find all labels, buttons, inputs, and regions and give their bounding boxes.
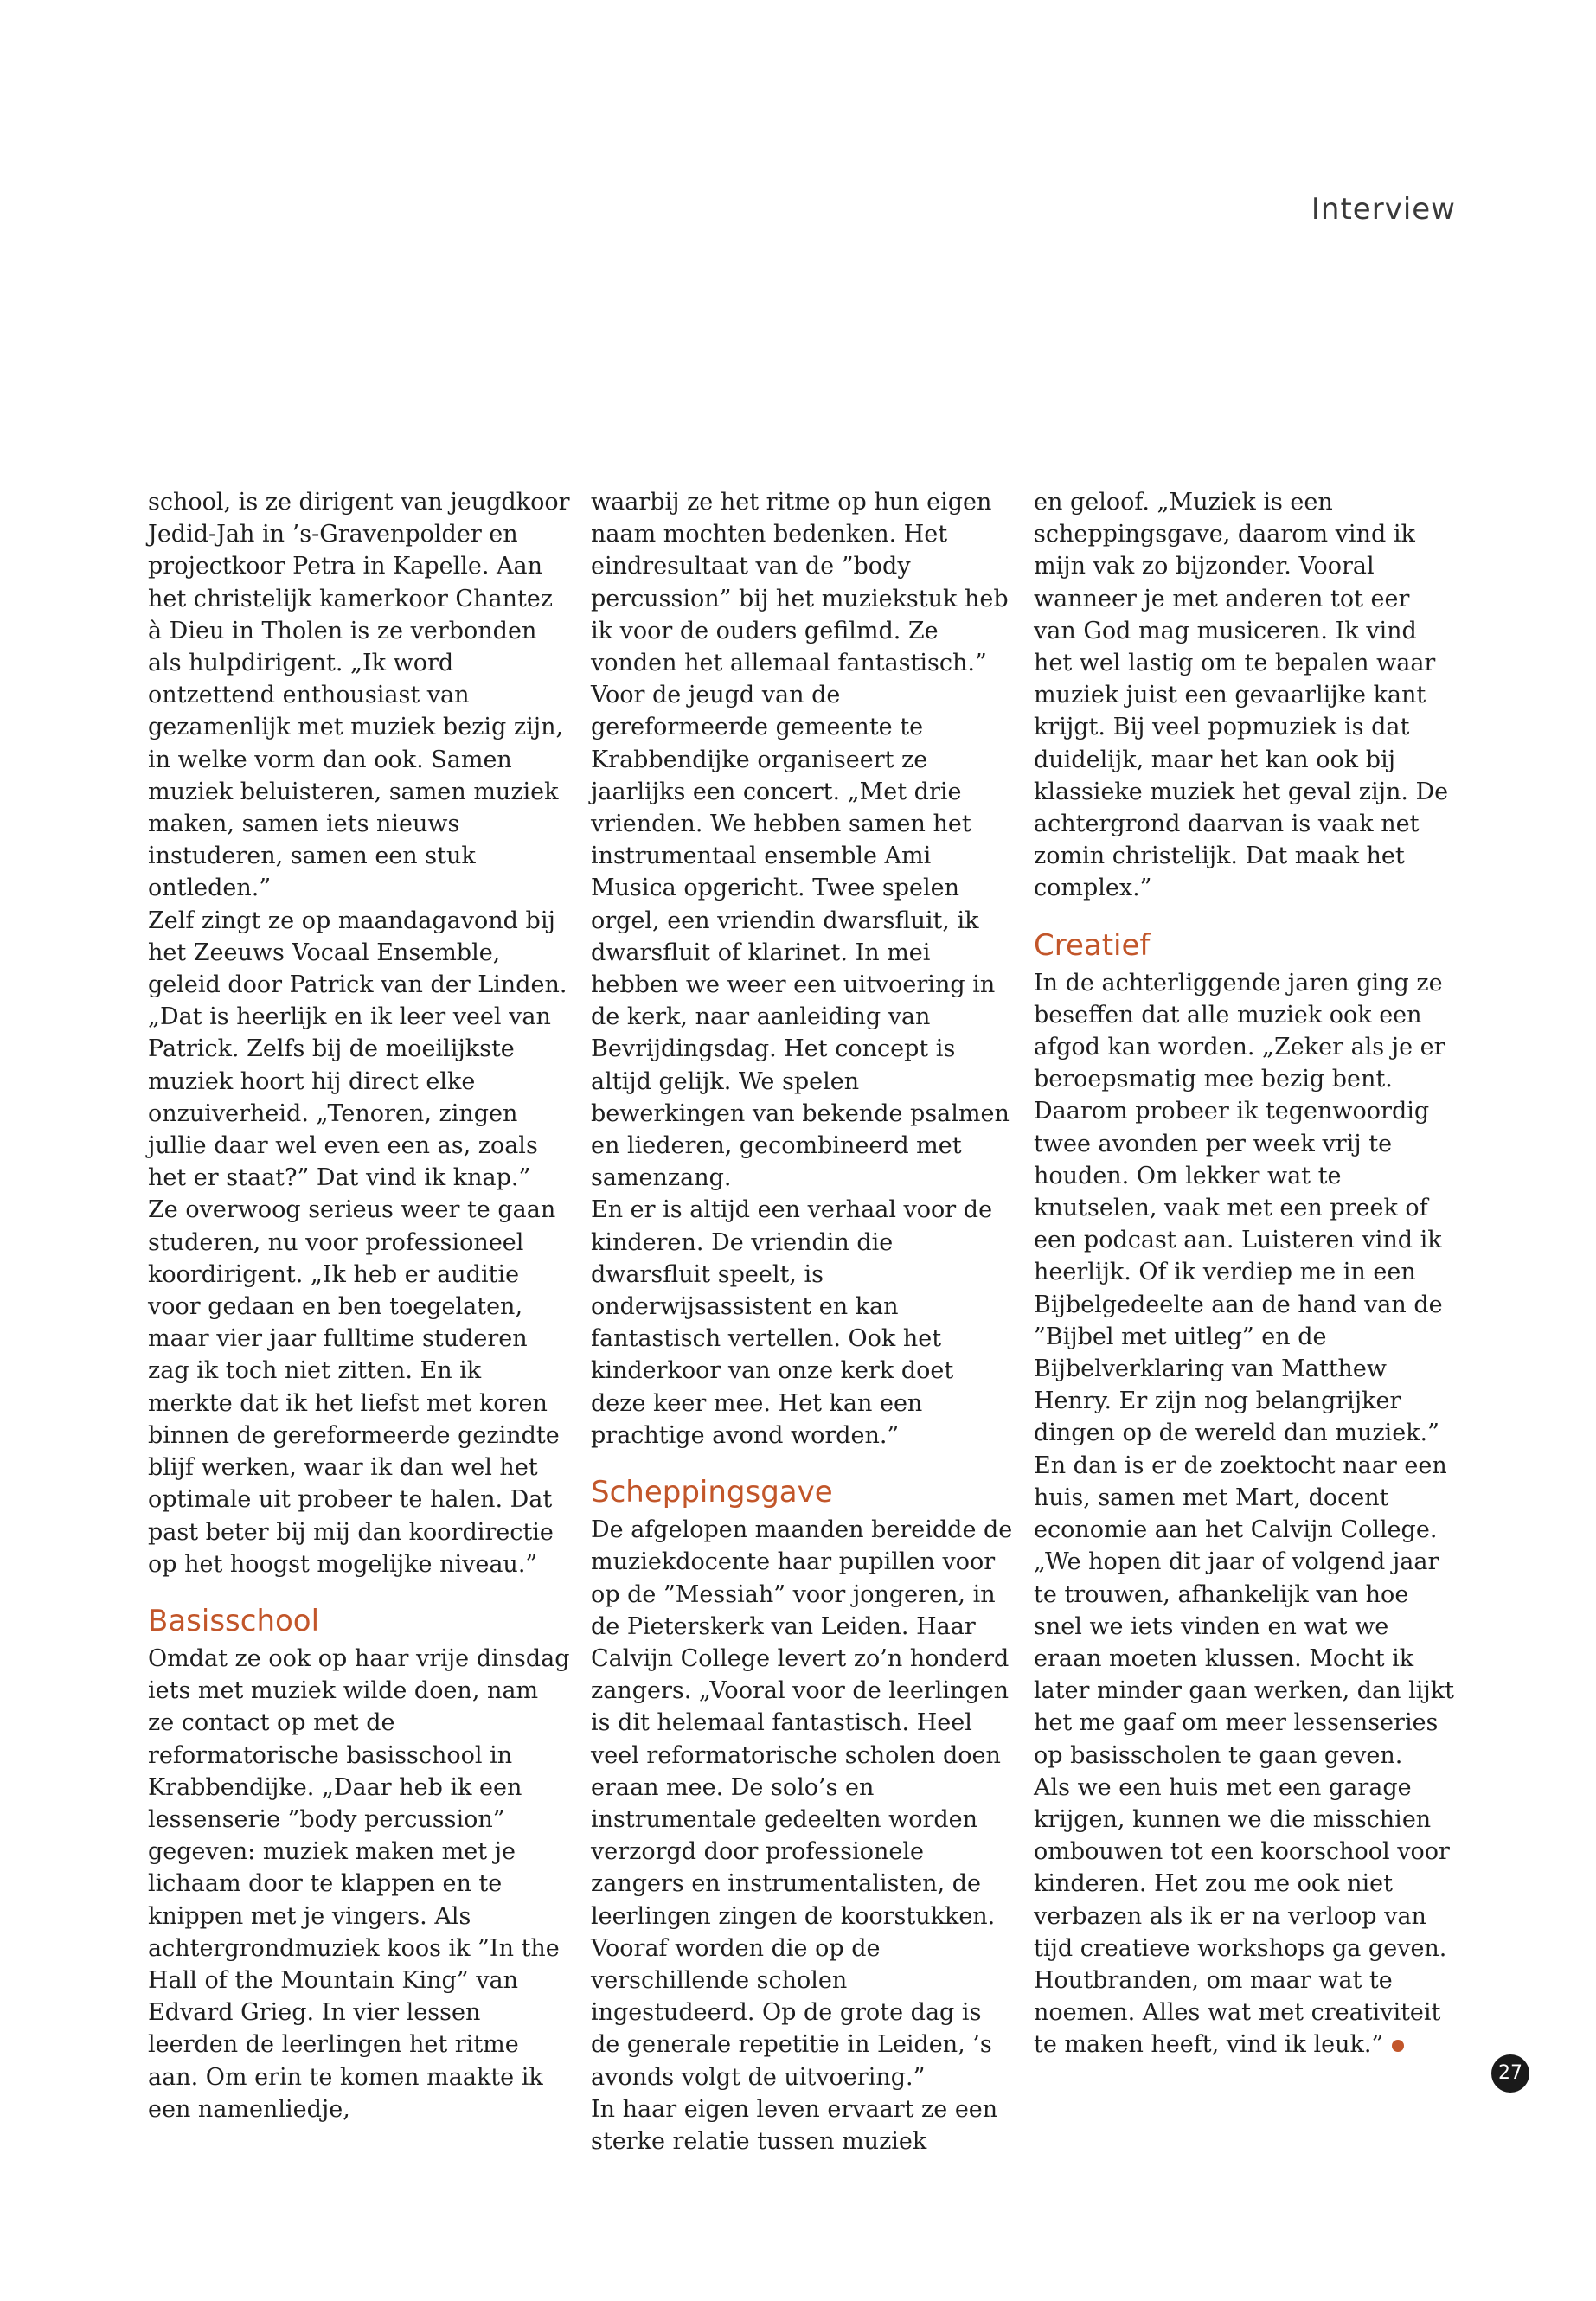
text-column-3 bbox=[1034, 486, 1456, 2061]
paragraph: waarbij ze het ritme op hun eigen naam mochten bedenken. Het eindresultaat van de ”body percussion” bij het muziekstuk heb ik voor de ouders gefilmd. Ze vonden het allemaal fantastisch.” bbox=[591, 489, 1009, 677]
end-mark-icon bbox=[1392, 2040, 1404, 2052]
subheading-creatief: Creatief bbox=[1034, 927, 1151, 963]
text-column-1 bbox=[148, 486, 570, 2125]
subheading-basisschool: Basisschool bbox=[148, 1603, 320, 1638]
paragraph: In de achterliggende jaren ging ze beseffen dat alle muziek ook een afgod kan worden. „Zeker als je er beroepsmatig mee bezig bent. Daarom probeer ik tegenwoordig twee avonden per week vrij te houden. Om lekker wat te knutselen, vaak met een preek of een podcast aan. Luisteren vind ik heerlijk. Of ik verdiep me in een Bijbelgedeelte aan de hand van de ”Bijbel met uitleg” en de Bijbelverklaring van Matthew Henry. Er zijn nog belangrijker dingen op de wereld dan muziek.” bbox=[1034, 969, 1445, 1447]
paragraph: Omdat ze ook op haar vrije dinsdag iets met muziek wilde doen, nam ze contact op met de reformatorische basisschool in Krabbendijke. „Daar heb ik een lessenserie ”body percussion” gegeven: muziek maken met je lichaam door te klappen en te knippen met je vingers. Als achtergrondmuziek koos ik ”In the Hall of the Mountain King” van Edvard Grieg. In vier lessen leerden de leerlingen het ritme aan. Om erin te komen maakte ik een namenliedje, bbox=[148, 1644, 570, 2123]
paragraph: En er is altijd een verhaal voor de kinderen. De vriendin die dwarsfluit speelt, is onderwijsassistent en kan fantastisch vertellen. Ook het kinderkoor van onze kerk doet deze keer mee. Het kan een prachtige avond worden.” bbox=[591, 1196, 993, 1449]
paragraph-final bbox=[1034, 1772, 1456, 2061]
paragraph: De afgelopen maanden bereidde de muziekdocente haar pupillen voor op de ”Messiah” voor jongeren, in de Pieterskerk van Leiden. Haar Calvijn College levert zo’n honderd zangers. „Vooral voor de leerlingen is dit helemaal fantastisch. Heel veel reformatorische scholen doen eraan mee. De solo’s en instrumentale gedeelten worden verzorgd door professionele zangers en instrumentalisten, de leerlingen zingen de koorstukken. Vooraf worden die op de verschillende scholen ingestudeerd. Op de grote dag is de generale repetitie in Leiden, ’s avonds volgt de uitvoering.” bbox=[591, 1516, 1013, 2091]
text-column-2 bbox=[591, 486, 1013, 2157]
paragraph: Ze overwoog serieus weer te gaan studeren, nu voor professioneel koordirigent. „Ik heb er auditie voor gedaan en ben toegelaten, maar vier jaar fulltime studeren zag ik toch niet zitten. En ik merkte dat ik het liefst met koren binnen de gereformeerde gezindte blijf werken, waar ik dan wel het optimale uit probeer te halen. Dat past beter bij mij dan koordirectie op het hoogst mogelijke niveau.” bbox=[148, 1196, 560, 1578]
subheading-scheppingsgave: Scheppingsgave bbox=[591, 1475, 833, 1510]
paragraph: school, is ze dirigent van jeugdkoor Jedid-Jah in ’s-Gravenpolder en projectkoor Petra in Kapelle. Aan het christelijk kamerkoor Chantez à Dieu in Tholen is ze verbonden als hulpdirigent. „Ik word ontzettend enthousiast van gezamenlijk met muziek bezig zijn, in welke vorm dan ook. Samen muziek beluisteren, samen muziek maken, samen iets nieuws instuderen, samen een stuk ontleden.” bbox=[148, 489, 570, 902]
paragraph: In haar eigen leven ervaart ze een sterke relatie tussen muziek bbox=[591, 2095, 998, 2155]
paragraph: En dan is er de zoektocht naar een huis, samen met Mart, docent economie aan het Calvijn College. „We hopen dit jaar of volgend jaar te trouwen, afhankelijk van hoe snel we iets vinden en wat we eraan moeten klussen. Mocht ik later minder gaan werken, dan lijkt het me gaaf om meer lessenseries op basisscholen te gaan geven. bbox=[1034, 1452, 1454, 1769]
final-text: Als we een huis met een garage krijgen, kunnen we die misschien ombouwen tot een koorschool voor kinderen. Het zou me ook niet verbazen als ik er na verloop van tijd creatieve workshops ga geven. Houtbranden, om maar wat te noemen. Alles wat met creativiteit te maken heeft, vind ik leuk.” bbox=[1034, 1773, 1450, 2059]
paragraph: Voor de jeugd van de gereformeerde gemeente te Krabbendijke organiseert ze jaarlijks een concert. „Met drie vrienden. We hebben samen het instrumentaal ensemble Ami Musica opgericht. Twee spelen orgel, een vriendin dwarsfluit, ik dwarsfluit of klarinet. In mei hebben we weer een uitvoering in de kerk, naar aanleiding van Bevrijdingsdag. Het concept is altijd gelijk. We spelen bewerkingen van bekende psalmen en liederen, gecombineerd met samenzang. bbox=[591, 682, 1010, 1192]
section-label: Interview bbox=[1311, 192, 1456, 227]
paragraph: en geloof. „Muziek is een scheppingsgave, daarom vind ik mijn vak zo bijzonder. Vooral wanneer je met anderen tot eer van God mag musiceren. Ik vind het wel lastig om te bepalen waar muziek juist een gevaarlijke kant krijgt. Bij veel popmuziek is dat duidelijk, maar het kan ook bij klassieke muziek het geval zijn. De achtergrond daarvan is vaak net zomin christelijk. Dat maak het complex.” bbox=[1034, 489, 1449, 902]
page-number: 27 bbox=[1491, 2054, 1529, 2093]
paragraph: Zelf zingt ze op maandagavond bij het Zeeuws Vocaal Ensemble, geleid door Patrick van der Linden. „Dat is heerlijk en ik leer veel van Patrick. Zelfs bij de moeilijkste muziek hoort hij direct elke onzuiverheid. „Tenoren, zingen jullie daar wel even een as, zoals het er staat?” Dat vind ik knap.” bbox=[148, 907, 567, 1192]
